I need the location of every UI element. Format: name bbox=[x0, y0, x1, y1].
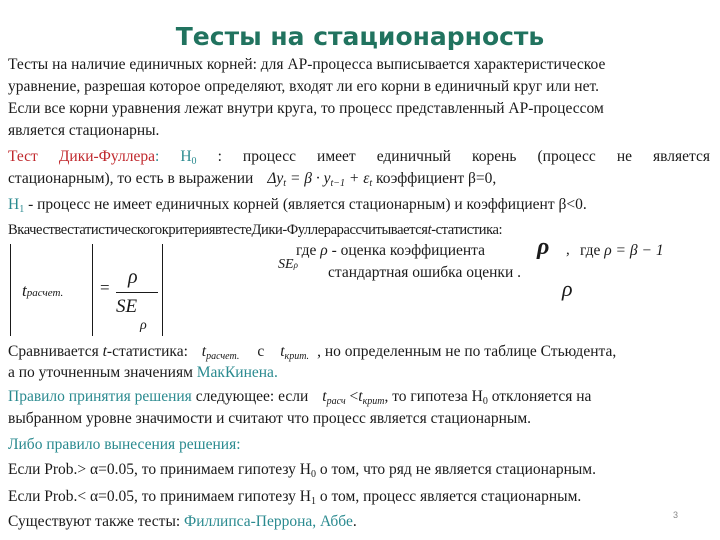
abs-bar-left bbox=[10, 244, 11, 336]
df-equation: $\Delta y_t = \beta \cdot y_{t-1} + \varepsilon_t$ bbox=[267, 170, 373, 189]
comma: , bbox=[566, 242, 570, 258]
rule-line-1: Правило принятия решения следующее: если $t_{расч} <t_{крит}$, то гипотеза $Н_0$ отклоняется на bbox=[8, 388, 592, 407]
h1-line: $Н_1$ - процесс не имеет единичных корней (является стационарным) и коэффициент β<0. bbox=[8, 196, 587, 215]
df-test-name: Тест Дики-Фуллера bbox=[8, 148, 155, 165]
t-calc: tрасчет. bbox=[22, 281, 64, 300]
rule-line-2: выбранном уровне значимости и считают что процесс является стационарным. bbox=[8, 410, 532, 427]
mackinnon-link: МакКинена. bbox=[196, 364, 278, 381]
rho-coefficient: ρ bbox=[537, 234, 550, 260]
other-tests: Филлипса-Перрона, Аббе bbox=[184, 513, 353, 530]
criterion-line: ВкачествестатистическогокритериявтестеДики-Фуллерарассчитываетсяt-статистика: bbox=[8, 222, 503, 238]
intro-line-2: уравнение, разрешая которое определяют, входят ли его корни в единичный круг или нет. bbox=[8, 78, 599, 95]
equals-sign: = bbox=[100, 278, 110, 297]
intro-line-4: является стационарны. bbox=[8, 122, 160, 139]
se-description: стандартная ошибка оценки . bbox=[328, 264, 521, 281]
df-line-2: стационарным), то есть в выражении $\Delta y_t = \beta \cdot y_{t-1} + \varepsilon_t$ коэффициент β=0, bbox=[8, 170, 497, 189]
intro-line-1: Тесты на наличие единичных корней: для АР-процесса выписывается характеристическое bbox=[8, 56, 606, 73]
h1-label: Н bbox=[8, 196, 20, 213]
h0-label: Н bbox=[180, 148, 192, 165]
where-estimate: где ρ - оценка коэффициента bbox=[296, 242, 486, 259]
abs-bar-right bbox=[162, 244, 163, 336]
compare-line-1: Сравнивается t-статистика: $t_{расчет.}$ с $t_{крит.}$ , но определенным не по таблице Стьюдента, bbox=[8, 343, 617, 362]
slide-title: Тесты на стационарность bbox=[175, 22, 545, 51]
df-line-1-rest: : процесс имеет единичный корень (процесс не является bbox=[196, 148, 710, 165]
fraction-bar bbox=[116, 292, 158, 293]
se-denominator: SE bbox=[116, 296, 138, 317]
footer-line: Существуют также тесты: Филлипса-Перрона, Аббе. bbox=[8, 513, 357, 530]
se-label: SEρ bbox=[278, 257, 298, 272]
where-definition: где ρ = β − 1 bbox=[580, 242, 664, 259]
compare-line-2: а по уточненным значениям МакКинена. bbox=[8, 364, 278, 381]
rho-numerator: ρ bbox=[128, 266, 138, 288]
h0-sub: 0 bbox=[191, 156, 197, 167]
rule2-line-1: Если Prob.> α=0.05, то принимаем гипотезу $Н_0$ о том, что ряд не является стационарным. bbox=[8, 461, 596, 480]
intro-line-3: Если все корни уравнения лежат внутри круга, то процесс представленный АР-процессом bbox=[8, 100, 604, 117]
df-line-1: Тест Дики-Фуллера: $Н_0$ : процесс имеет единичный корень (процесс не является bbox=[8, 148, 710, 167]
rule2-label: Либо правило вынесения решения: bbox=[8, 436, 241, 453]
page-number: 3 bbox=[672, 510, 678, 520]
se-denominator-sub: ρ bbox=[140, 318, 147, 333]
rule2-line-2: Если Prob.< α=0.05, то принимаем гипотезу $Н_1$ о том, процесс является стационарным. bbox=[8, 488, 582, 507]
rho-hat-estimate: ρ bbox=[562, 276, 573, 301]
h1-sub: 1 bbox=[19, 204, 25, 215]
abs-bar-mid bbox=[92, 244, 93, 336]
